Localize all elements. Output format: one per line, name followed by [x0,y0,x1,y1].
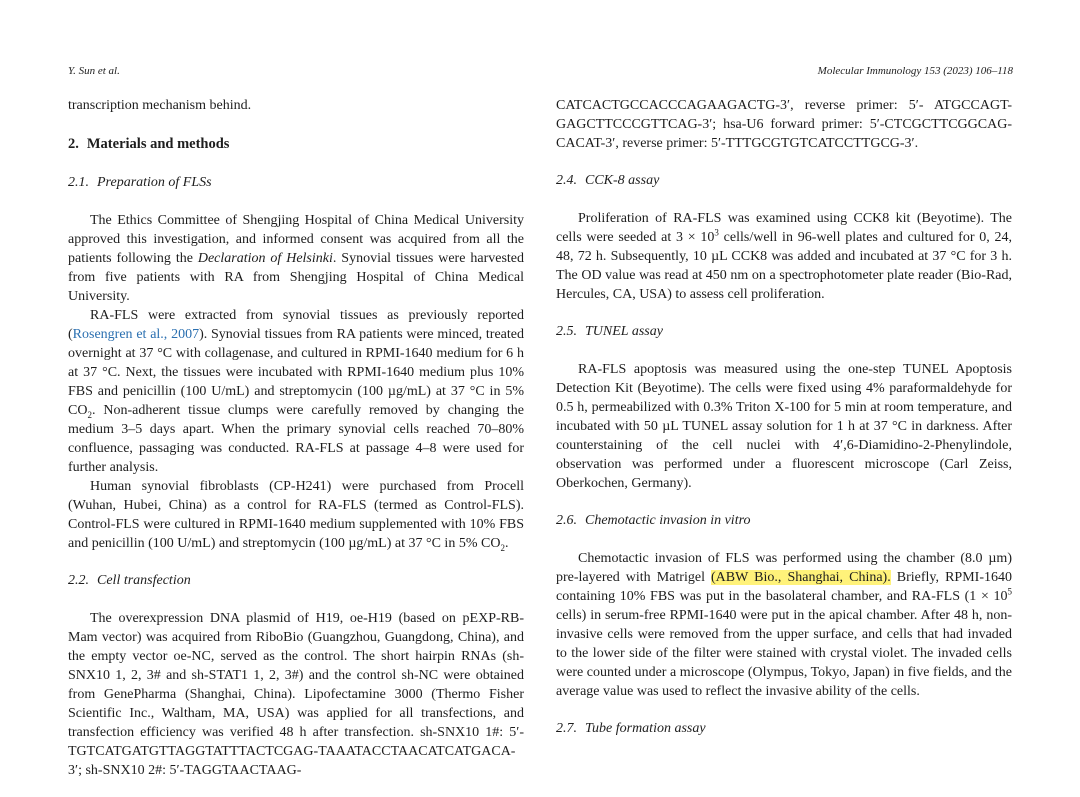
subsection-heading-tube-formation [556,719,1012,738]
subsection-title: TUNEL assay [585,324,663,339]
subsection-heading-tunel [556,322,1012,341]
subsection-heading-cell-transfection [68,571,524,590]
right-column [556,96,1012,757]
paragraph-ethics: The Ethics Committee of Shengjing Hospital of China Medical University approved this investigation, and informed consent was acquired from all the patients following the Declaration of Helsinki. Synovial tissues were harvested from five patients with RA from Shengjing Hospital of China Medical University. [68,213,524,304]
left-column [68,96,524,780]
section-heading-materials-methods [68,135,524,154]
paragraph-cck8: Proliferation of RA-FLS was examined using CCK8 kit (Beyotime). The cells were seeded at $3 \times 10^3$ cells/well in 96-well plates and cultured for 0, 24, 48, 72 h. Subsequently, 10 µL CCK8 was added and incubated at 37 °C for 3 h. The OD value was read at 450 nm on a spectrophotometer plate reader (Bio-Rad, Hercules, CA, USA) to assess cell proliferation. [556,211,1012,302]
paragraph-rafls-extraction: RA-FLS were extracted from synovial tissues as previously reported (Rosengren et al., 2007). Synovial tissues from RA patients were minced, treated overnight at 37 °C with collagenase, and cultured in RPMI-1640 medium for 6 h at 37 °C. Next, the tissues were incubated with RPMI-1640 medium plus 10% FBS and penicillin (100 U/mL) and streptomycin (100 µg/mL) at 37 °C in 5% $CO_2$. Non-adherent tissue clumps were carefully removed by changing the medium 3–5 days apart. When the primary synovial cells reached 70–80% confluence, passaging was conducted. RA-FLS at passage 4–8 were used for further analysis. [68,308,524,475]
subsection-heading-chemotactic-invasion [556,511,1012,530]
subsection-heading-preparation-fls [68,173,524,192]
subsection-number: 2.6. [556,513,577,528]
highlighted-text: (ABW Bio., Shanghai, China). [711,570,891,585]
citation-link[interactable]: Rosengren et al., 2007 [72,327,200,342]
paragraph-tunel: RA-FLS apoptosis was measured using the one-step TUNEL Apoptosis Detection Kit (Beyotime). The cells were fixed using 4% paraformaldehyde for 0.5 h, permeabilized with 0.3% Triton X-100 for 5 min at room temperature, and incubated with 50 µL TUNEL assay solution for 1 h at 37 °C in darkness. After counterstaining of the cell nuclei with 4′,6-Diamidino-2-Phenylindole, observation was performed under a fluorescent microscope (Carl Zeiss, Oberkochen, Germany). [556,362,1012,491]
subsection-number: 2.5. [556,324,577,339]
subsection-title: Tube formation assay [585,721,706,736]
subsection-number: 2.2. [68,573,89,588]
subsection-title: Cell transfection [97,573,191,588]
running-header-journal: Molecular Immunology 153 (2023) 106–118 [817,65,1013,77]
paragraph-control-fls: Human synovial fibroblasts (CP-H241) were purchased from Procell (Wuhan, Hubei, China) as a control for RA-FLS (termed as Control-FLS). Control-FLS were cultured in RPMI-1640 medium supplemented with 10% FBS and penicillin (100 U/mL) and streptomycin (100 µg/mL) at 37 °C in 5% $CO_2$. [68,479,524,553]
subsection-number: 2.7. [556,721,577,736]
subsection-title: Chemotactic invasion in vitro [585,513,751,528]
continued-primer-paragraph: CATCACTGCCACCCAGAAGACTG-3′, reverse primer: 5′- ATGCCAGT-GAGCTTCCCGTTCAG-3′; hsa-U6 forward primer: 5′-CTCGCTTCGGCAG-CACAT-3′, reverse primer: 5′-TTTGCGTGTCATCCTTGCG-3′. [556,98,1012,151]
running-header-authors: Y. Sun et al. [68,65,120,77]
subsection-number: 2.1. [68,175,89,190]
subsection-number: 2.4. [556,173,577,188]
subsection-heading-cck8 [556,171,1012,190]
section-title: Materials and methods [86,136,230,152]
subsection-title: CCK-8 assay [585,173,660,188]
section-number: 2. [68,136,79,152]
subsection-title: Preparation of FLSs [97,175,212,190]
paragraph-transfection: The overexpression DNA plasmid of H19, oe-H19 (based on pEXP-RB-Mam vector) was acquired from RiboBio (Guangzhou, Guangdong, China), and the empty vector oe-NC, served as the control. The short hairpin RNAs (sh-SNX10 1, 2, 3# and sh-STAT1 1, 2, 3#) and the control sh-NC were obtained from GenePharma (Shanghai, China). Lipofectamine 3000 (Thermo Fisher Scientific Inc., Waltham, MA, USA) was applied for all transfections, and transfection efficiency was verified 48 h after transfection. sh-SNX10 1#: 5′-TGTCATGATGTTAGGTATTTACTCGAG-TAAATACCTAACATCATGACA-3′; sh-SNX10 2#: 5′-TAGGTAACTAAG- [68,611,524,778]
continued-paragraph: transcription mechanism behind. [68,98,252,113]
paragraph-chemotactic-invasion: Chemotactic invasion of FLS was performed using the chamber (8.0 µm) pre-layered with Matrigel (ABW Bio., Shanghai, China). Briefly, RPMI-1640 containing 10% FBS was put in the basolateral chamber, and RA-FLS ($1 \times 10^5$ cells) in serum-free RPMI-1640 were put in the apical chamber. After 48 h, non-invasive cells were removed from the upper surface, and cells that had invaded to the lower side of the filter were stained with crystal violet. The invaded cells were counted under a microscope (Olympus, Tokyo, Japan) in five fields, and the average value was used to reflect the invasive ability of the cells. [556,551,1012,699]
